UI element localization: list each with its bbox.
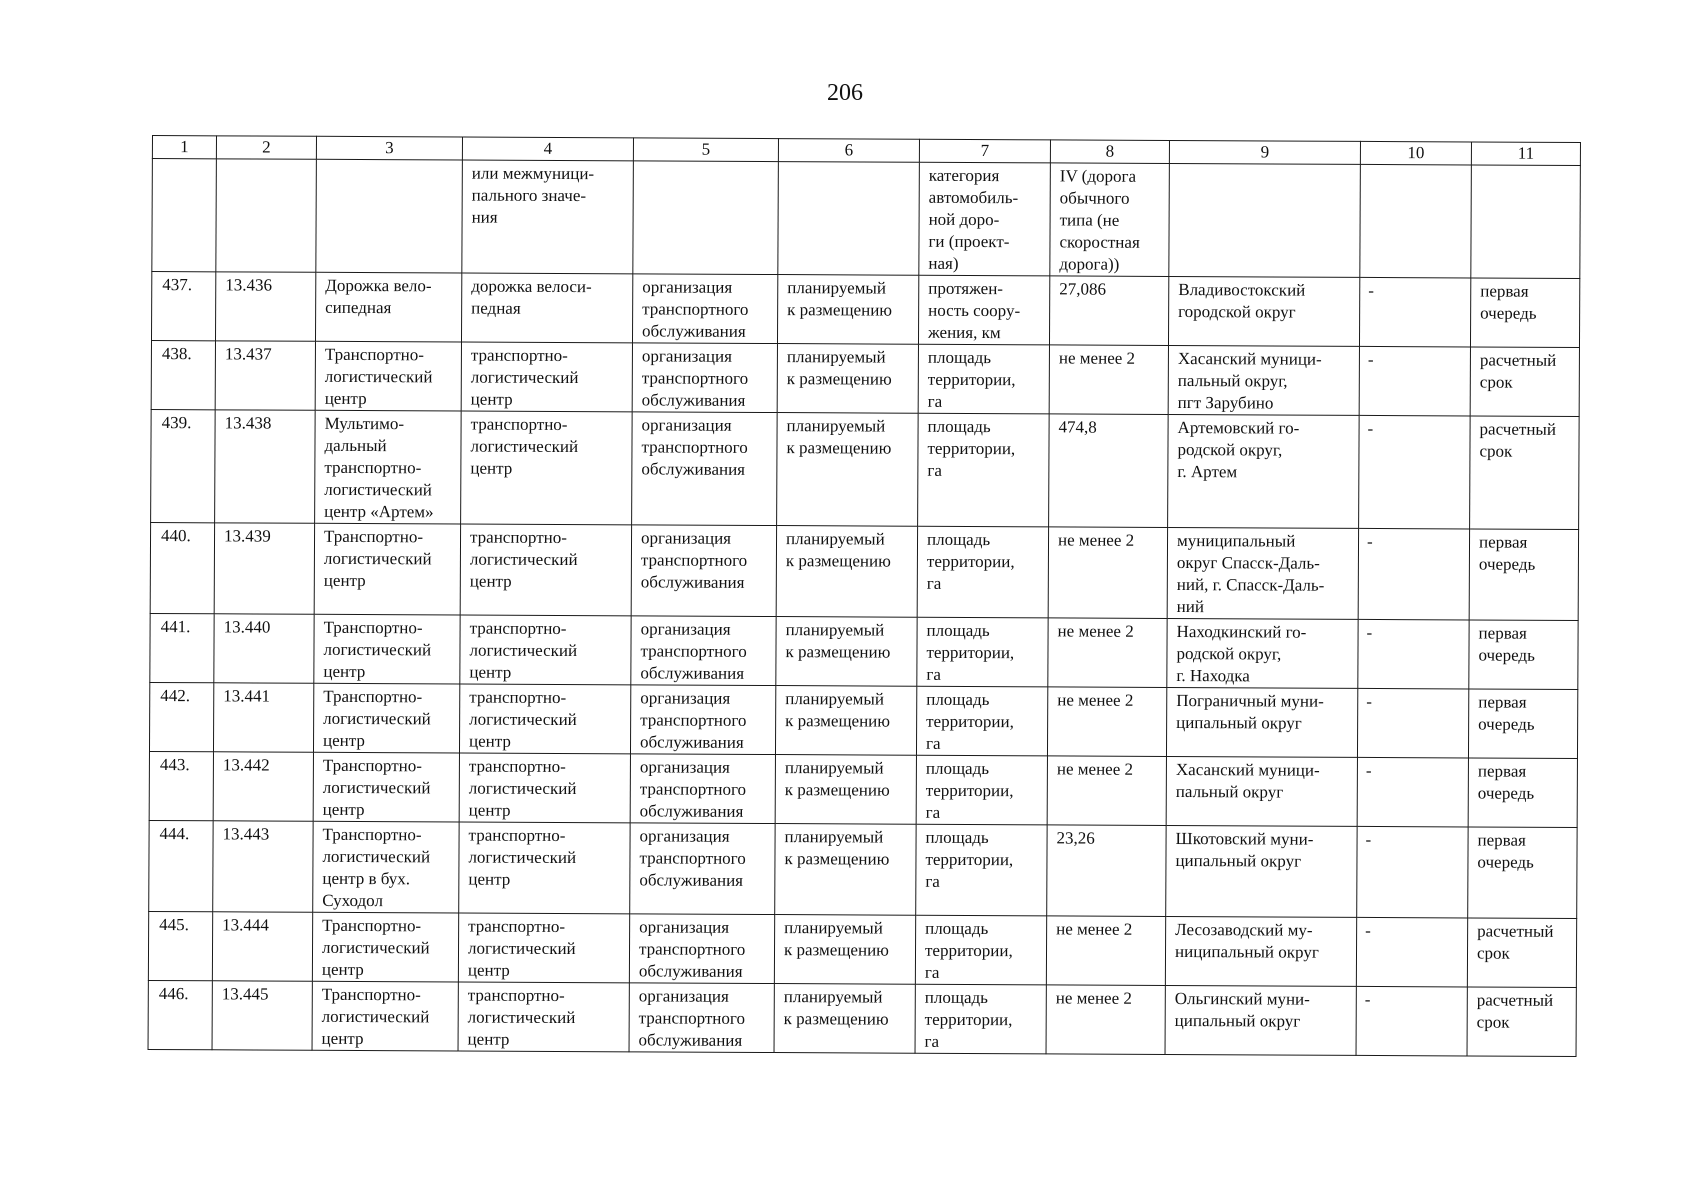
table-cell: 443. [149,751,213,820]
table-cell: не менее 2 [1046,985,1165,1055]
table-cell: Артемовский го- родской округ, г. Артем [1168,414,1360,528]
table-cell: Транспортно- логистический центр [314,614,460,684]
table-cell: площадь территории, га [916,686,1047,756]
table-cell: - [1358,619,1469,689]
table-cell: Транспортно- логистический центр [313,752,459,822]
table-cell: планируемый к размещению [774,984,915,1054]
table-cell: - [1359,415,1471,529]
table-cell: 13.443 [213,821,313,912]
table-cell: организация транспортного обслуживания [630,685,775,755]
table-cell: Транспортно- логистический центр [312,912,458,982]
table-cell: транспортно- логистический центр [458,982,629,1052]
table-cell: организация транспортного обслуживания [632,343,777,413]
column-number-header: 8 [1050,140,1169,164]
table-cell: - [1359,346,1470,416]
table-cell: организация транспортного обслуживания [632,274,777,344]
table-cell [778,162,920,276]
table-cell: 437. [151,272,215,341]
table-cell: расчетный срок [1467,918,1576,988]
table-cell: планируемый к размещению [777,275,918,345]
table-cell: 23,26 [1047,825,1166,917]
table-cell: Дорожка вело- сипедная [315,272,461,342]
table-cell: 13.437 [215,341,315,410]
table-cell [152,159,217,272]
table-cell: Лесозаводский му- ниципальный округ [1165,916,1356,986]
table-cell: транспортно- логистический центр [460,524,631,616]
table-row [148,980,1576,1056]
table-row [150,522,1578,620]
table-cell: транспортно- логистический центр [458,913,629,983]
table-row [148,911,1576,987]
table-cell: Транспортно- логистический центр [315,341,461,411]
table-cell: планируемый к размещению [775,755,916,825]
table-cell: 13.442 [213,752,313,821]
table-cell: 13.439 [214,523,314,614]
table-cell: планируемый к размещению [775,824,916,916]
table-cell: планируемый к размещению [777,413,919,527]
table-row [151,409,1580,529]
table-cell: транспортно- логистический центр [461,411,633,525]
table-cell: расчетный срок [1467,987,1576,1057]
table-cell: - [1357,757,1468,827]
table-cell: 442. [149,682,213,751]
table-cell: организация транспортного обслуживания [632,412,778,526]
table-cell: 445. [148,911,212,980]
table-cell: не менее 2 [1047,687,1166,757]
table-cell: Транспортно- логистический центр [313,683,459,753]
table-cell: 446. [148,980,212,1049]
table-cell: Находкинский го- родской округ, г. Находка [1167,618,1358,688]
column-number-header: 11 [1471,142,1580,166]
table-cell: 474,8 [1049,414,1169,528]
table-cell: организация транспортного обслуживания [629,983,774,1053]
table-cell: площадь территории, га [918,413,1050,527]
table-cell: первая очередь [1468,827,1577,919]
table-cell: 13.438 [215,410,316,523]
column-number-header: 10 [1360,141,1471,165]
table-cell: транспортно- логистический центр [461,342,632,412]
table-cell [633,161,779,275]
table-cell: площадь территории, га [917,526,1048,618]
table-cell: площадь территории, га [915,915,1046,985]
table-cell: Транспортно- логистический центр в бух. Суходол [313,821,459,913]
table-cell: не менее 2 [1049,345,1168,415]
table-row [149,751,1577,827]
table-cell [1169,163,1361,277]
table-row [150,613,1578,689]
table-cell: не менее 2 [1048,527,1167,619]
table-row [151,341,1579,417]
table-cell [1360,164,1472,278]
data-table [148,135,1581,1057]
table-cell: организация транспортного обслуживания [630,823,775,915]
table-cell: планируемый к размещению [775,686,916,756]
table-cell: Владивостокский городской округ [1168,276,1359,346]
table-cell: Транспортно- логистический центр [312,981,458,1051]
column-number-header: 6 [778,139,919,163]
table-cell: площадь территории, га [915,984,1046,1054]
table-cell: расчетный срок [1470,347,1579,417]
table-cell: муниципальный округ Спасск-Даль- ний, г. Спасск-Даль- ний [1167,527,1358,619]
table-cell: - [1359,277,1470,347]
table-cell [216,159,317,272]
table-cell: планируемый к размещению [774,915,915,985]
table-cell: площадь территории, га [917,617,1048,687]
table-cell: Хасанский муници- пальный округ, пгт Зарубино [1168,345,1359,415]
table-cell: 13.444 [212,912,312,981]
table-cell [316,159,463,273]
column-number-header: 7 [919,139,1050,163]
table-cell: - [1356,986,1467,1056]
table-cell: Ольгинский муни- ципальный округ [1165,985,1356,1055]
table-cell: площадь территории, га [916,755,1047,825]
table-cell: 13.445 [212,981,312,1050]
column-number-header: 3 [316,136,462,160]
column-number-header: 2 [216,136,316,159]
column-number-header: 5 [633,138,778,162]
table-cell: IV (дорога обычного типа (не скоростная дорога)) [1050,163,1170,277]
column-number-header: 4 [462,137,633,161]
table-cell: или межмуници- пального значе- ния [462,160,634,274]
table-row [149,820,1577,918]
table-cell: Транспортно- логистический центр [314,523,460,615]
table-cell: организация транспортного обслуживания [631,525,776,617]
table-cell: - [1358,528,1469,620]
table-cell: 444. [149,820,213,911]
page-number: 206 [827,80,863,106]
column-number-header: 1 [152,136,216,159]
table-cell: первая очередь [1468,689,1577,759]
table-cell: Шкотовский муни- ципальный округ [1166,825,1357,917]
table-cell: первая очередь [1469,620,1578,690]
table-cell: первая очередь [1468,758,1577,828]
table-cell: транспортно- логистический центр [459,753,630,823]
table-cell: не менее 2 [1048,618,1167,688]
table-cell: 13.436 [215,272,315,341]
table-cell: не менее 2 [1046,916,1165,986]
table-cell: дорожка велоси- педная [461,273,632,343]
column-number-header: 9 [1169,140,1360,164]
table-cell: площадь территории, га [916,824,1047,916]
table-cell: первая очередь [1469,529,1578,621]
table-cell: - [1356,917,1467,987]
table-cell: транспортно- логистический центр [459,684,630,754]
table-cell: планируемый к размещению [776,617,917,687]
table-cell: 13.441 [213,683,313,752]
table-cell: организация транспортного обслуживания [631,616,776,686]
table-cell: 27,086 [1049,276,1168,346]
table-cell: 441. [150,613,214,682]
table-cell: транспортно- логистический центр [459,822,630,914]
table-cell: планируемый к размещению [777,344,918,414]
table-cell: Мультимо- дальный транспортно- логистический центр «Артем» [315,410,462,524]
table-cell: 13.440 [214,614,314,683]
continuation-row [152,159,1581,279]
table-cell: протяжен- ность соору- жения, км [918,275,1049,345]
table-row [151,272,1579,348]
table-cell: категория автомобиль- ной доро- ги (проект- ная) [919,162,1051,276]
table-cell: Пограничный муни- ципальный округ [1166,687,1357,757]
table-cell [1471,165,1581,279]
table-cell: - [1357,688,1468,758]
table-cell: 439. [151,409,216,522]
table-cell: первая очередь [1470,278,1579,348]
table-cell: 440. [150,522,214,613]
table-row [149,682,1577,758]
table-cell: расчетный срок [1470,416,1580,530]
table-cell: площадь территории, га [918,344,1049,414]
table-cell: не менее 2 [1047,756,1166,826]
table-cell: 438. [151,341,215,410]
table-cell: организация транспортного обслуживания [629,914,774,984]
table-cell: - [1357,826,1468,918]
table-cell: планируемый к размещению [776,526,917,618]
table-cell: организация транспортного обслуживания [630,754,775,824]
table-cell: Хасанский муници- пальный округ [1166,756,1357,826]
table-cell: транспортно- логистический центр [460,615,631,685]
